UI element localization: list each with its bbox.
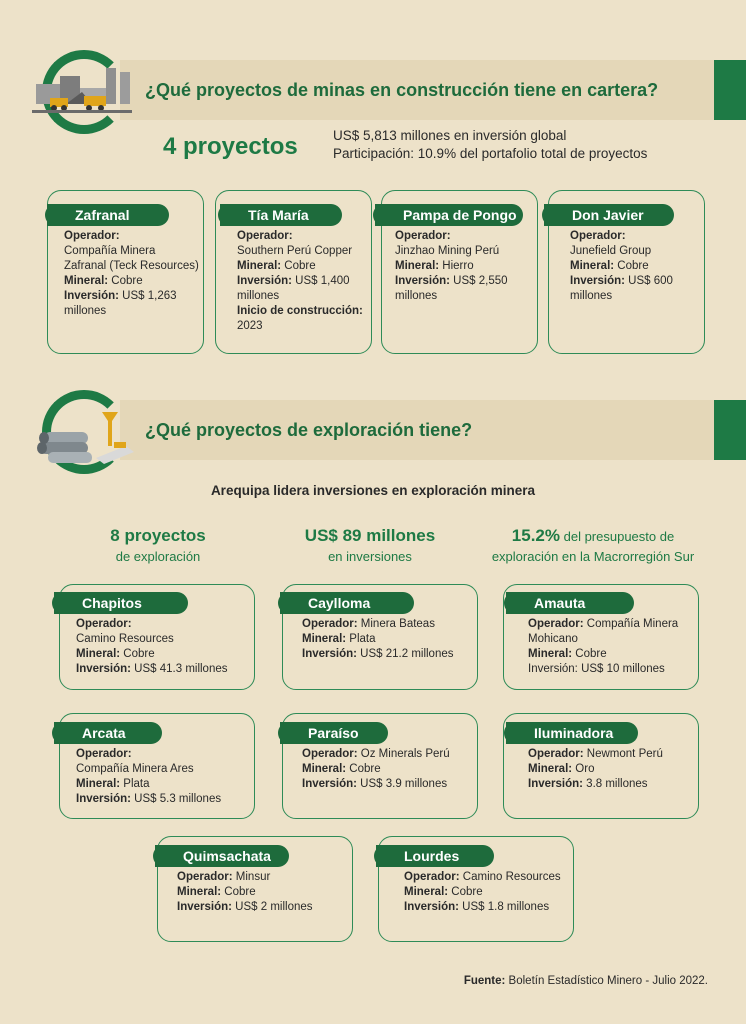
inversion-value: 3.8 millones [586, 778, 648, 790]
project-details [528, 747, 696, 792]
inversion-label: Inversión: [64, 290, 119, 302]
construction-count: 4 proyectos [163, 133, 298, 160]
kpi-investment-label: en inversiones [328, 549, 412, 564]
mineral-value: Cobre [224, 886, 256, 898]
project-details [177, 870, 349, 915]
inversion-value: US$ 3.9 millones [360, 778, 448, 790]
project-details [528, 617, 696, 677]
inversion-value: US$ 1,400 millones [237, 275, 350, 302]
inicio-label: Inicio de construcción: [237, 305, 363, 317]
mineral-label: Mineral: [395, 260, 440, 272]
operador-label: Operador: [237, 230, 293, 242]
mineral-value: Plata [123, 778, 150, 790]
project-details [76, 747, 251, 807]
mineral-label: Mineral: [302, 633, 347, 645]
project-details [64, 229, 199, 319]
mineral-value: Plata [349, 633, 376, 645]
section1-banner [0, 60, 746, 120]
inversion-value: US$ 1.8 millones [462, 901, 550, 913]
investment-line: US$ 5,813 millones en inversión global [333, 128, 567, 143]
inversion-value: US$ 5.3 millones [134, 793, 222, 805]
share-line: Participación: 10.9% del portafolio total de proyectos [333, 146, 648, 161]
exploration-subtitle: Arequipa lidera inversiones en exploración minera [210, 483, 536, 498]
kpi-share-label: exploración en la Macrorregión Sur [491, 549, 695, 564]
inversion-value: US$ 2 millones [235, 901, 313, 913]
mineral-label: Mineral: [76, 778, 121, 790]
operador-value: Camino Resources [76, 633, 174, 645]
kpi-share-value: 15.2% [511, 526, 560, 545]
mineral-value: Cobre [575, 648, 607, 660]
mining-machinery-icon [30, 62, 140, 118]
operador-value: Compañía Minera Mohicano [528, 618, 679, 645]
operador-label: Operador: [76, 748, 132, 760]
operador-label: Operador: [528, 748, 584, 760]
mineral-label: Mineral: [177, 886, 222, 898]
section2-banner [0, 400, 746, 460]
inversion-label: Inversión: [302, 778, 357, 790]
project-name-tag: Quimsachata [155, 845, 289, 867]
inversion-label: Inversión: [76, 663, 131, 675]
mineral-label: Mineral: [570, 260, 615, 272]
project-details [570, 229, 700, 304]
project-name-tag: Iluminadora [506, 722, 638, 744]
section2-title: ¿Qué proyectos de exploración tiene? [145, 420, 473, 440]
operador-value: Junefield Group [570, 245, 652, 257]
source-label: Fuente: [463, 975, 506, 987]
mineral-value: Oro [575, 763, 595, 775]
mineral-label: Mineral: [64, 275, 109, 287]
operador-label: Operador: [302, 618, 358, 630]
operador-value: Compañía Minera Ares [76, 763, 194, 775]
operador-label: Operador: [404, 871, 460, 883]
source-text: Boletín Estadístico Minero - Julio 2022. [505, 975, 708, 987]
project-details [404, 870, 569, 915]
mineral-label: Mineral: [76, 648, 121, 660]
project-name-tag: Chapitos [54, 592, 188, 614]
project-details [237, 229, 367, 334]
kpi-share-rest: del presupuesto de [560, 529, 675, 544]
mineral-label: Mineral: [237, 260, 282, 272]
operador-label: Operador: [570, 230, 626, 242]
mineral-value: Cobre [111, 275, 143, 287]
operador-label: Operador: [76, 618, 132, 630]
construction-summary [333, 127, 647, 163]
mineral-value: Cobre [451, 886, 483, 898]
inversion-label: Inversión: [302, 648, 357, 660]
inversion-value: US$ 41.3 millones [134, 663, 228, 675]
project-name-tag: Lourdes [376, 845, 494, 867]
inversion-label: Inversión: [528, 663, 578, 675]
operador-value: Jinzhao Mining Perú [395, 245, 500, 257]
kpi-investment-value: US$ 89 millones [304, 526, 436, 545]
mineral-value: Hierro [442, 260, 474, 272]
project-name-tag: Don Javier [544, 204, 674, 226]
source-note [464, 975, 708, 987]
mineral-label: Mineral: [302, 763, 347, 775]
project-name-tag: Pampa de Pongo [375, 204, 523, 226]
mineral-value: Cobre [284, 260, 316, 272]
inversion-value: US$ 2,550 millones [395, 275, 508, 302]
project-name-tag: Zafranal [47, 204, 169, 226]
inversion-value: US$ 1,263 millones [64, 290, 177, 317]
inversion-label: Inversión: [404, 901, 459, 913]
project-name-tag: Paraíso [280, 722, 388, 744]
mineral-value: Cobre [123, 648, 155, 660]
kpi-projects [80, 526, 236, 564]
inicio-value: 2023 [237, 320, 263, 332]
project-details [302, 617, 472, 662]
inversion-value: US$ 600 millones [570, 275, 673, 302]
operador-value: Newmont Perú [586, 748, 663, 760]
inversion-label: Inversión: [528, 778, 583, 790]
inversion-value: US$ 21.2 millones [360, 648, 454, 660]
mineral-value: Cobre [617, 260, 649, 272]
project-name-tag: Arcata [54, 722, 162, 744]
section1-title: ¿Qué proyectos de minas en construcción tiene en cartera? [145, 80, 659, 100]
project-details [76, 617, 251, 677]
kpi-projects-value: 8 proyectos [110, 526, 206, 545]
banner-accent [714, 60, 746, 120]
pipes-and-drill-icon [30, 402, 140, 466]
mineral-value: Cobre [349, 763, 381, 775]
operador-value: Minsur [235, 871, 271, 883]
inversion-label: Inversión: [237, 275, 292, 287]
operador-label: Operador: [528, 618, 584, 630]
project-name-tag: Tía María [220, 204, 342, 226]
project-details [395, 229, 530, 304]
kpi-share [480, 526, 706, 564]
project-details [302, 747, 474, 792]
inversion-label: Inversión: [76, 793, 131, 805]
operador-value: Southern Perú Copper [237, 245, 353, 257]
project-name-tag: Caylloma [280, 592, 414, 614]
kpi-investment [282, 526, 458, 564]
project-name-tag: Amauta [506, 592, 634, 614]
operador-label: Operador: [177, 871, 233, 883]
inversion-label: Inversión: [395, 275, 450, 287]
banner-accent [714, 400, 746, 460]
operador-value: Minera Bateas [360, 618, 435, 630]
mineral-label: Mineral: [528, 648, 573, 660]
inversion-value: US$ 10 millones [581, 663, 665, 675]
operador-value: Oz Minerals Perú [360, 748, 450, 760]
operador-value: Camino Resources [462, 871, 561, 883]
kpi-projects-label: de exploración [115, 549, 201, 564]
mineral-label: Mineral: [528, 763, 573, 775]
mineral-label: Mineral: [404, 886, 449, 898]
operador-label: Operador: [302, 748, 358, 760]
operador-label: Operador: [395, 230, 451, 242]
inversion-label: Inversión: [570, 275, 625, 287]
operador-label: Operador: [64, 230, 120, 242]
inversion-label: Inversión: [177, 901, 232, 913]
operador-value: Compañía Minera Zafranal (Teck Resources) [64, 245, 199, 272]
